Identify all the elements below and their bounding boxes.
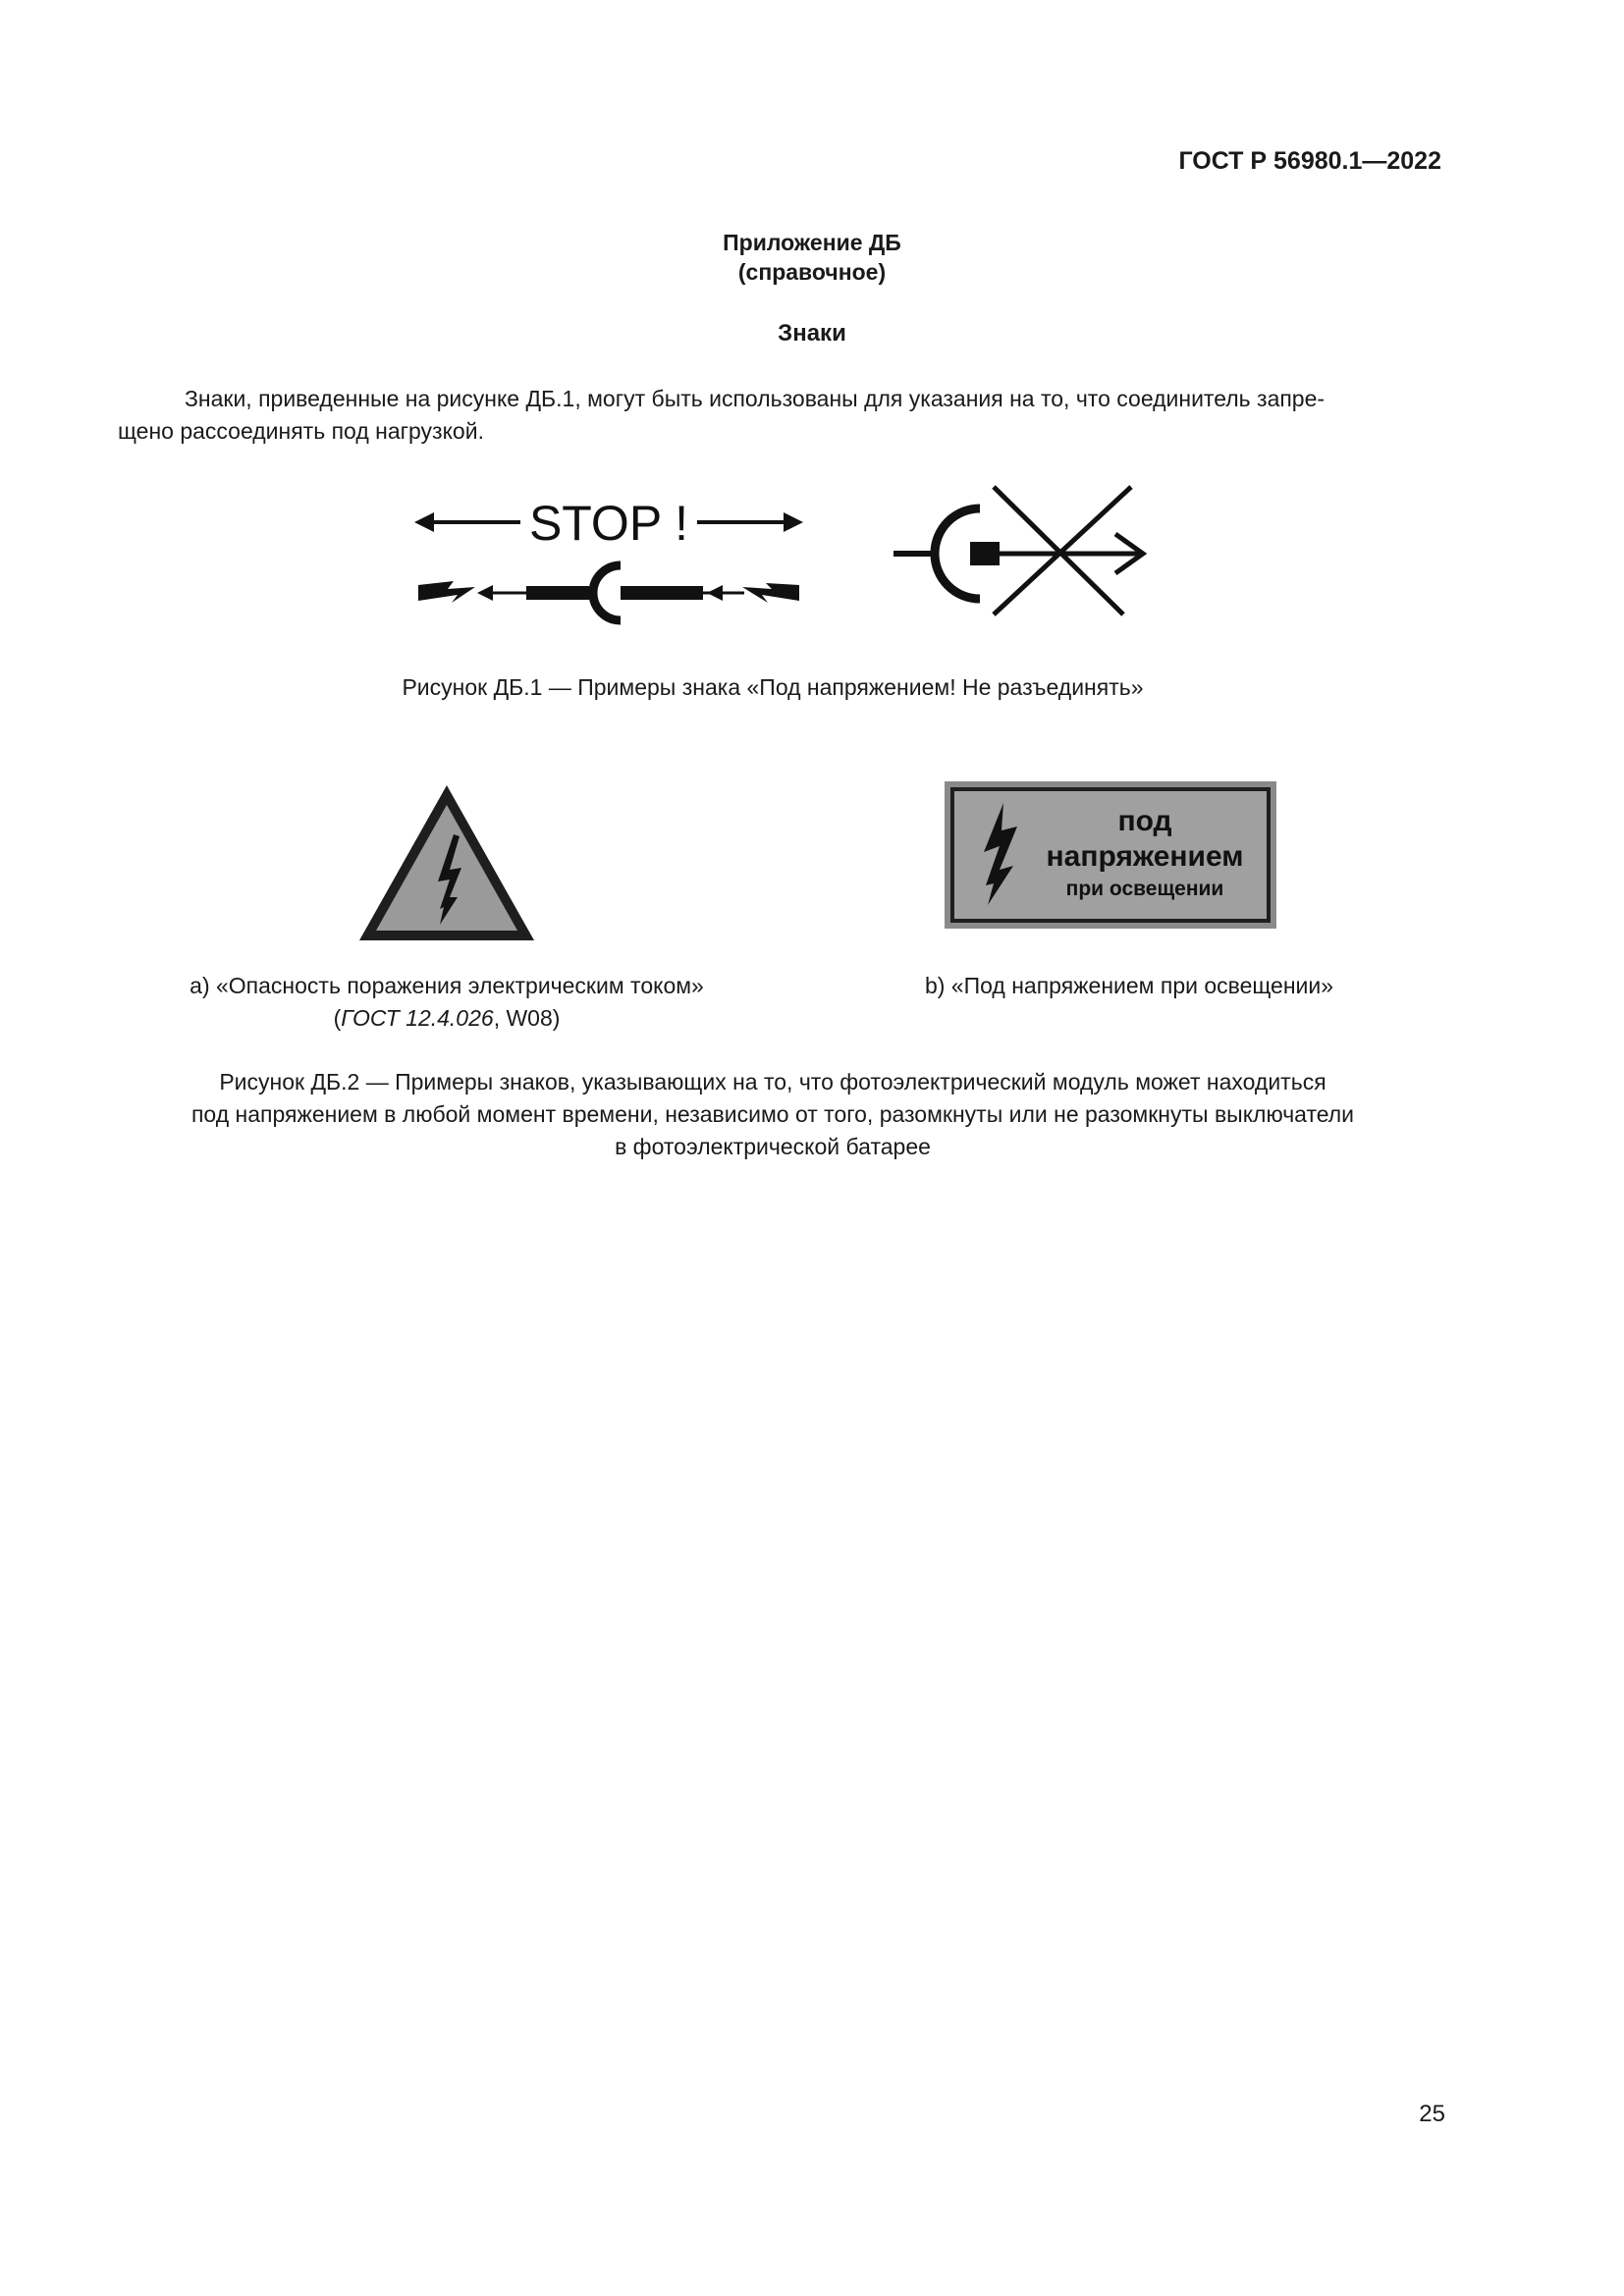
page-number: 25 bbox=[1419, 2101, 1445, 2127]
figure-1-caption: Рисунок ДБ.1 — Примеры знака «Под напряжением! Не разъединять» bbox=[402, 674, 1144, 700]
intro-line-1: Знаки, приведенные на рисунке ДБ.1, могут быть использованы для указания на то, что соединитель запре- bbox=[185, 386, 1326, 411]
plate-text-line-3: при освещении bbox=[1065, 878, 1224, 900]
appendix-heading bbox=[0, 228, 1624, 287]
stop-connector-sign bbox=[412, 491, 805, 628]
appendix-subtitle: (справочное) bbox=[737, 259, 887, 285]
figure-2a-label: а) «Опасность поражения электрическим током» bbox=[189, 973, 704, 998]
standard-reference: ГОСТ 12.4.026 bbox=[341, 1005, 494, 1031]
stop-sign-text: STOP ! bbox=[528, 496, 689, 551]
intro-paragraph bbox=[118, 383, 1443, 448]
plate-text-line-2: напряжением bbox=[1046, 840, 1244, 873]
crossed-plug-sign bbox=[884, 483, 1149, 620]
energized-when-lit-plate-sign bbox=[945, 781, 1276, 929]
section-title: Знаки bbox=[778, 320, 846, 347]
document-number: ГОСТ Р 56980.1—2022 bbox=[1178, 147, 1441, 175]
ref-rest: , W08) bbox=[493, 1005, 561, 1031]
figure-2-caption-line-1: Рисунок ДБ.2 — Примеры знаков, указывающих на то, что фотоэлектрический модуль может находиться bbox=[219, 1069, 1326, 1095]
intro-line-2: щено рассоединять под нагрузкой. bbox=[118, 418, 484, 444]
ref-open: ( bbox=[333, 1005, 342, 1031]
plate-text-line-1: под bbox=[1117, 805, 1172, 837]
figure-2a-reference bbox=[137, 1002, 756, 1035]
electric-shock-warning-sign bbox=[355, 781, 538, 946]
figure-2-caption-line-2: под напряжением в любой момент времени, независимо от того, разомкнуты или не разомкнуты выключатели bbox=[190, 1101, 1355, 1127]
figure-2-caption-line-3: в фотоэлектрической батарее bbox=[615, 1134, 931, 1159]
appendix-title: Приложение ДБ bbox=[723, 230, 901, 255]
figure-2-caption bbox=[0, 1066, 1585, 1163]
figure-2b-caption: b) «Под напряжением при освещении» bbox=[924, 973, 1334, 998]
figure-2a-caption bbox=[137, 970, 756, 1035]
